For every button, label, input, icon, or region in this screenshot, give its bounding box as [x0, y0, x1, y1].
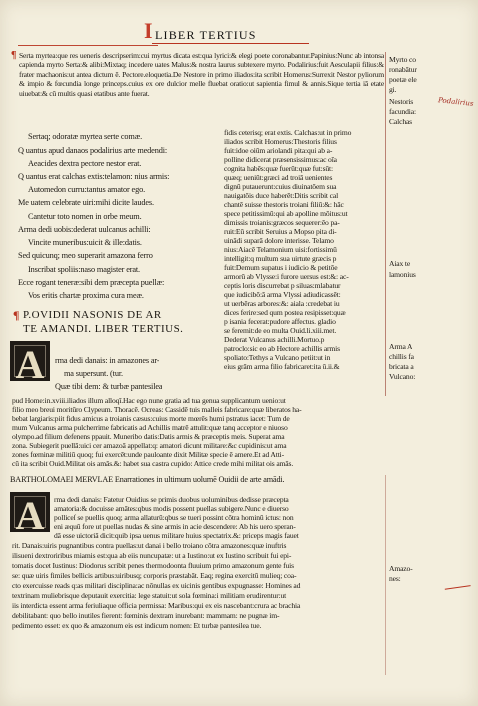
commentary-line: armorū ab Vlysse:i furore uersus est:&: ac- [224, 272, 349, 281]
commentary-line: cū ita scribit Ouid.Militat ois amās.&: habet sua castra cupido: Attice crede mihi militat ois amās. [12, 459, 294, 468]
side-note-line: Aiax te [389, 259, 411, 268]
commentary-line: uinādi suparā dolore interisse. Telamo [224, 236, 334, 245]
commentary-line: chantē suisse thestoris troiani filiū:&: hāc [224, 200, 344, 209]
side-note-line: facundia: [389, 107, 416, 116]
header-banner [144, 18, 309, 46]
section-title: TE AMANDI. LIBER TERTIUS. [23, 325, 184, 334]
commentary-line: polliceſ se puellis quoq; arma allaturū:qbus se tueri possint cōtra hominū ictus: non [54, 513, 294, 522]
commentary-line: rma dedi danais: Fatetur Ouidius se primis duobus uoluminibus dedisse præcepta [54, 495, 289, 504]
side-note-line: lamonius [389, 270, 416, 279]
commentary-line: patroclo:sic eo ab Hectore achillis armis [224, 344, 340, 353]
commentary-line: nius:Aiacē Telamonium uisi:fortissimū [224, 245, 337, 254]
verse-line: Quæ tibi dem: & turbæ pantesilea [55, 382, 163, 391]
side-note-line: gi. [389, 85, 397, 94]
side-note-line: poetæ ele [389, 75, 417, 84]
commentary-line: ceptis loris discurrebat p siluas:mlabatur [224, 281, 341, 290]
commentary-line: dices ferire:sed qum postea resipisset:quæ [224, 308, 346, 317]
commentary-line: nauigatōis duce haberēt:Ditis scribit cal [224, 191, 339, 200]
commentary-line: se: quæ uiris fimiles bellicis artibus:uiribusq; corporis præstabāt. Eaq; regina exercitū mulieq; coa- [12, 571, 297, 580]
commentary-line: eius grām arma filio fabricaret:ita ū.ii.& [224, 362, 340, 371]
red-rule [18, 45, 158, 46]
side-note-line: Arma A [389, 342, 413, 351]
verse-line: Ecce rogant teneræ:sibi dem præcepta puellæ: [18, 278, 165, 287]
commentary-line: bebat largiaris:piit fidus amicus a troianis cæsus:cuius morte mœrēs humi pstratus iacet: Tum de [12, 414, 290, 423]
commentary-line: dimissis troianis:græcos sequerer:ēo pa- [224, 218, 340, 227]
decorated-initial-a: A [10, 492, 50, 532]
commentary-line: pud Home:in.xviii.iliados illum alloqī.Hac ego nune gratia ad tua genua supplicantum uenio:ut [12, 396, 286, 405]
commentary-line: spece petitissimū:qui ab apolline mōitus:ut [224, 209, 348, 218]
commentary-line: dignū putauerunt:cuius diuinatōem sua [224, 182, 337, 191]
side-note-line: Vulcano: [389, 372, 416, 381]
verse-line: Cantetur toto nomen in orbe meum. [28, 212, 142, 221]
handwritten-stroke [443, 575, 470, 590]
commentary-line: se feremit:de eo multa Ouid.li.xiii.met. [224, 326, 337, 335]
verse-line: Vos eritis chartæ proxima cura meæ. [28, 291, 144, 300]
verse-line: Arma dedi uobis:dederat uulcanus achilli: [18, 225, 151, 234]
commentary-line: quæq; ueniūt:græci ad troiā uenientes [224, 173, 333, 182]
paragraph-mark: ¶ [11, 50, 17, 61]
side-note-line: Amazo- [389, 564, 413, 573]
commentary-line: pedimento esset: ex quo & amazonum eis est indicum nomen: Et turbæ pantesilea tue. [12, 621, 262, 630]
commentary-line: ruit:Eū scribit Seruius a Mopso pita di- [224, 227, 337, 236]
commentary-line: fuit:Demum supatus i iudicio & petitōe [224, 263, 338, 272]
header-underline [152, 43, 309, 44]
red-initial-mark: I [144, 18, 153, 43]
verse-line: Automedon curru:tantus amator ego. [28, 185, 146, 194]
running-title: LIBER TERTIUS [155, 28, 257, 42]
side-note-calchas: Calchas [389, 117, 412, 126]
decorated-initial-a: A [10, 341, 50, 381]
commentary-line: debilitabant: quo bello inutiles fierent: fœminis dextram inurebant: mammam: ne pugnæ im- [12, 611, 280, 620]
commentary-line: Dederat Vulcanus achilli.Mortuo.p [224, 335, 325, 344]
commentary-line: zones fœminæ militiū quoq; fui exercēt:unde pauloante dixit Militæ specie ē amere.Et ad Atti- [12, 450, 285, 459]
commentary-line: iliados scribit Homerus:Thestoris filius [224, 137, 337, 146]
margin-rule [385, 475, 386, 675]
commentary-line: filio meo breui moritūro Clypeum. Thoracē. Ocreas: Cassidē tuis malleis fabricare:quæ liberatos ha- [12, 405, 302, 414]
verse-line: Vincite muneribus:uicit & ille:datis. [28, 238, 142, 247]
commentary-line: que iudicibō:ā arma Vlyssi adiudicassēt: [224, 290, 341, 299]
commentary-top [19, 51, 384, 127]
verse-line: Me uatem celebrate uiri:mihi dicite laudes. [18, 198, 154, 207]
side-note-line: bricata a [389, 362, 414, 371]
commentary-line: ilisueni dextroriribus miamis est:qua ab eiis nuncupatæ: ut a Iustino:ut ex Iustino scribuit fui epi- [12, 551, 292, 560]
commentary-line: spoliato:Tethys a Vulcano petiit:ut in [224, 353, 331, 362]
commentary-top-text: Serta myrtea:que res ueneris descripserim:cui myrtus dicata est:qua lyrici:& elegi poete coronabantur.Papinius:Nunc ab intonsa capienda myrto Serta:& alibi:Mixtaq; incedere uates Malus:& nostra laurus subtexere myrto. Podalirius:fuit Aesculapii filius:& frater machaonis:ut antea dictum ē. Pectore.eloquetia.De Nestore in primo iliados:ita scribit Homerus:Surrexit Nestor pyliorum & impio & fœcundia longe princeps.cuius ex ore dulcior melle fluebat oratio:ut sapientia fimul & annis.Sique tertia iā etate uiuebat:& cū multis quasi etatibus ante fuerat. [19, 51, 384, 98]
commentary-line: tomatis docet Iustinus: Diodorus scribit penes thermodoonta fluuium primo amazonum gente fuis [12, 561, 294, 570]
commentary-line: polline didicerat præsensissimus:ac oīa [224, 155, 337, 164]
side-note-line: Nestoris [389, 97, 414, 106]
verse-line: Q uantus apud danaos podalirius arte medendi: [18, 146, 168, 155]
verse-line: Aeacides dextra pectore nestor erat. [28, 159, 142, 168]
commentary-line: fidis ceterisq; erat extis. Calchas:ut in primo [224, 128, 352, 137]
verse-line: Sertaq; odoratæ myrtea serte comæ. [28, 132, 143, 141]
commentary-line: cto exercuisse reads q:as militari disciplina:ac nōnullas ex uicinis gentibus expugnasse: Homines ad [12, 581, 301, 590]
commentary-line: mum Vulcanus arma pulcherrime fabricatis ad Achillis matrē attulit:quæ tanq acceptor e niuoso [12, 423, 288, 432]
side-note-line: nes: [389, 574, 401, 583]
commentary-line: ut uerbēras arbores:&: aiala :credebat iu [224, 299, 340, 308]
commentary-line: eni æquū fore ut puellas nudas & sine armis in acie descendere: Ab his uero speran- [54, 522, 296, 531]
commentary-line: p isania fecerat:pudore affectus. gladio [224, 317, 336, 326]
section-title: P.OVIDII NASONIS DE AR [23, 311, 162, 320]
side-note-line: ronabātur [389, 65, 417, 74]
side-note-line: chillis fa [389, 352, 414, 361]
verse-line: Q uantus erat calchas extis:telamon: nius armis: [18, 172, 170, 181]
verse-line: ma supersunt. (tur. [64, 369, 123, 378]
commentary-line: iis interdicta essent arma feriuliaque officia permissa: Maribus:qui ex eis nascebant:crura ac brachia [12, 601, 301, 610]
verse-line: Inscribat spoliis:naso magister erat. [28, 265, 140, 274]
commentary-line: rit. Danais:uiris pugnantibus contra puellas:ut danai i bello troiano cōtra amazones:quæ inuftris [12, 541, 287, 550]
commentary-line: dā esse uictoriā dicit:quib ipsa uenus militare huius spectatrix.&: priceps magis fauet [54, 531, 299, 540]
margin-rule [385, 52, 386, 396]
commentary-line: cognita habēs:quæ fuerūt:quæ fut:sūt: [224, 164, 333, 173]
commentary-line: fuit:idoe oiūm ariolandi pita:qui ab a- [224, 146, 333, 155]
commentary-line: textrinam muliebrisque deputauit exercitia: lege statuit:ut sola fœmina:i militiam erudirentur:ut [12, 591, 287, 600]
verse-line: rma dedi danais: in amazones ar- [55, 356, 160, 365]
side-note-line: Myrto co [389, 55, 416, 64]
commentary-line: zona. Subiegerit puellā:uici cer amazoā appellat:q: amatori dicunt militare:&c cupidinis:ut ama [12, 441, 287, 450]
commentary-line: olympo.ad filium defenens ppauit. Muneribo datis:Datis armis & præceptis meis. Superat ama [12, 432, 285, 441]
merula-heading: BARTHOLOMAEI MERVLAE Enarrationes in ultimum uolumē Ouidii de arte amādi. [10, 475, 285, 484]
verse-line: Sed quicunq; meo superarit amazona ferro [18, 251, 153, 260]
handwritten-annotation: Podalirius [437, 96, 474, 108]
commentary-line: intelligit:q multum sua uirtute græcis p [224, 254, 337, 263]
commentary-line: amatoria:& docuisse amātes:qbus modis possent puellas subigere.Nunc e diuerso [54, 504, 289, 513]
paragraph-mark: ¶ [13, 308, 20, 322]
